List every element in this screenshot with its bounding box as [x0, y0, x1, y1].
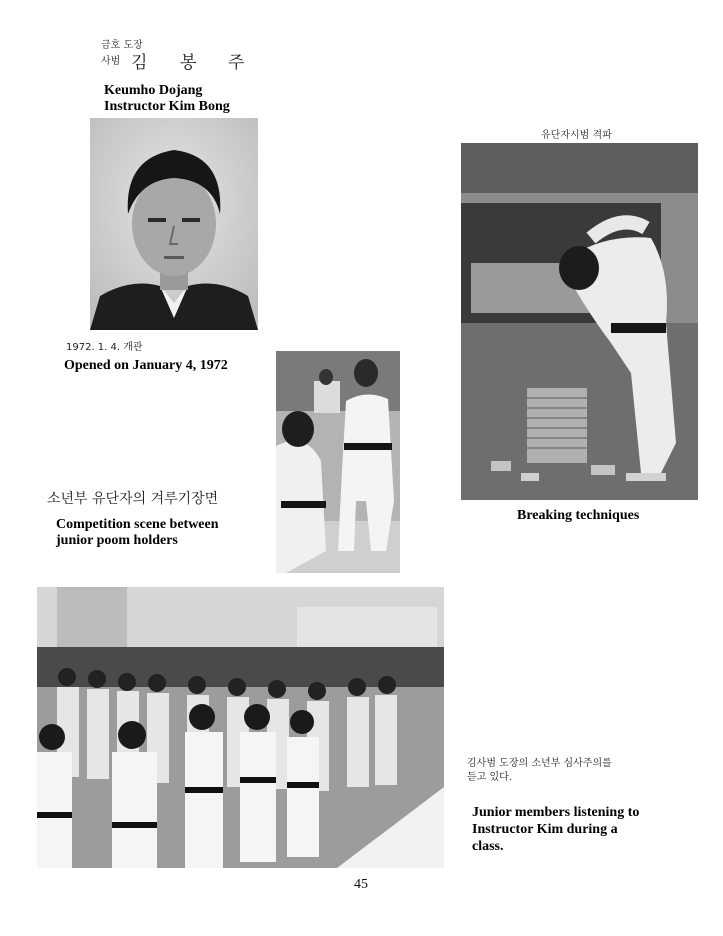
- header-english-line-1: Keumho Dojang: [104, 83, 203, 98]
- opening-english-caption: Opened on January 4, 1972: [64, 358, 228, 373]
- page-number: 45: [354, 877, 368, 892]
- class-english-caption-line-2: Instructor Kim during a: [472, 822, 618, 837]
- opening-korean-caption: 1972. 1. 4. 개관: [66, 342, 143, 353]
- breaking-korean-caption: 유단자시범 격파: [541, 130, 612, 141]
- class-korean-caption-line-1: 김사범 도장의 소년부 심사주의를: [467, 758, 612, 769]
- header-korean-name-2: 봉: [180, 53, 197, 73]
- competition-korean-caption: 소년부 유단자의 겨루기장면: [47, 491, 219, 507]
- competition-scene-photo: [276, 351, 400, 573]
- instructor-portrait-photo: [90, 118, 258, 330]
- junior-class-photo: [37, 587, 444, 868]
- header-korean-small: 금호 도장: [101, 40, 143, 51]
- breaking-english-caption: Breaking techniques: [517, 508, 640, 523]
- class-korean-caption-line-2: 듣고 있다.: [467, 772, 512, 783]
- header-english-line-2: Instructor Kim Bong: [104, 99, 230, 114]
- header-korean-name-3: 주: [228, 53, 245, 73]
- header-korean-name-1: 김: [131, 53, 148, 73]
- class-english-caption-line-1: Junior members listening to: [472, 805, 640, 820]
- competition-english-line-1: Competition scene between: [56, 517, 219, 532]
- competition-english-line-2: junior poom holders: [56, 533, 178, 548]
- header-korean-title-prefix: 사범: [101, 56, 121, 67]
- class-english-caption-line-3: class.: [472, 839, 504, 854]
- breaking-techniques-photo: [461, 143, 698, 500]
